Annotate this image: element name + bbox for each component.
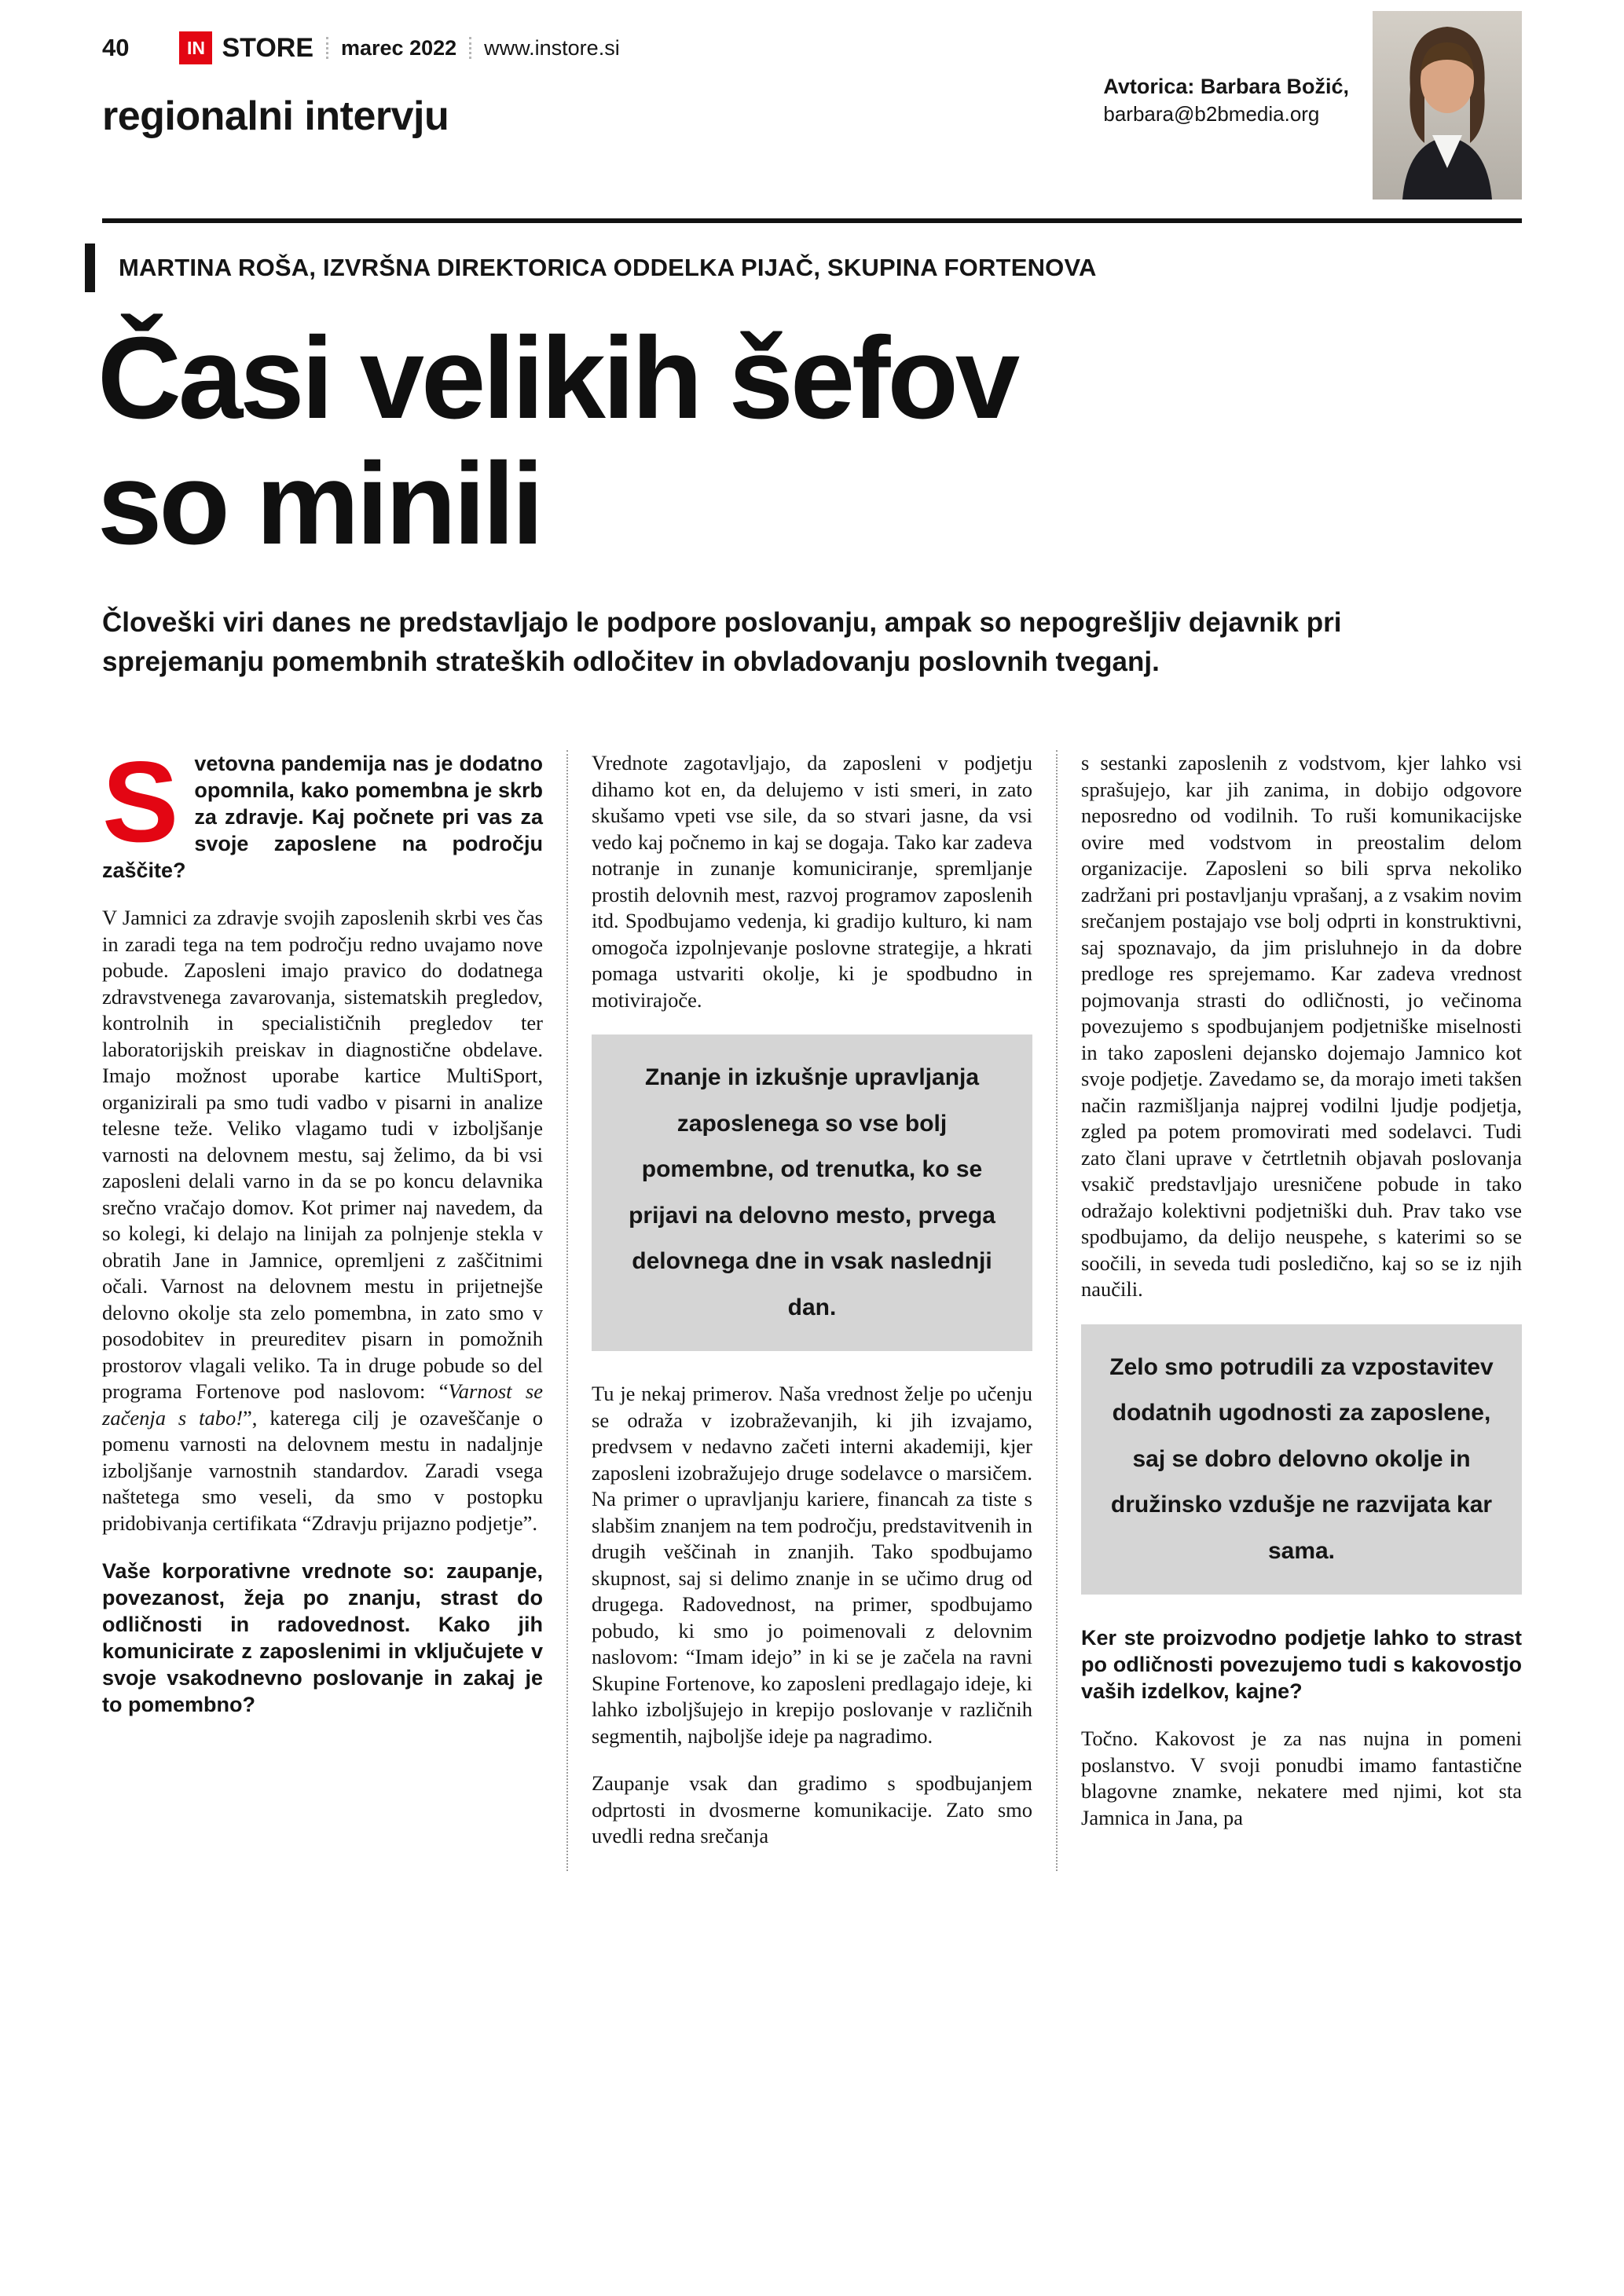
headline-line-2: so minili (97, 438, 541, 569)
kicker-text: MARTINA ROŠA, IZVRŠNA DIREKTORICA ODDELKA PIJAČ, SKUPINA FORTENOVA (119, 254, 1097, 281)
answer-paragraph (102, 905, 543, 1536)
author-name: Avtorica: Barbara Božić, (1103, 75, 1349, 98)
article-body (102, 738, 1522, 1871)
answer-paragraph: s sestanki zaposlenih z vodstvom, kjer lahko vsi sprašujejo, kar jih zanima, in dobijo odgovore neposredno od vodilnih. To ruši komunikacijske ovire med vodstvom in preostalim delom organizacije. Zaposleni so bili sprva nekoliko zadržani pri postavljanju vprašanj, a z vsakim novim srečanjem postajajo vse bolj odprti in konstruktivni, saj spoznavajo, da jim prisluhnejo in da dobre predloge res sprejemamo. Kar zadeva vrednost pojmovanja strasti do odličnosti, jo večinoma povezujemo s spodbujanjem podjetniške miselnosti in tako zaposleni dejansko dojemajo Jamnico kot svoje podjetje. Zavedamo se, da morajo imeti takšen način razmišljanja najprej vodilni ljudje podjetja, zgled pa potem promovirati med sodelavci. Tudi zato člani uprave v četrtletnih objavah poslovanja vsakič predstavljajo uresničene pobude in tako odražajo kolektivni podjetniški duh. Prav tako vse spodbujamo, da delijo neuspehe, s katerimi so se soočili, in seveda tudi posledično, kaj so se iz njih naučili. (1081, 751, 1522, 1302)
masthead-separator (469, 37, 471, 59)
answer-paragraph: Tu je nekaj primerov. Naša vrednost želje po učenju se odraža v izobraževanjih, ki jih izvajamo, predvsem v nedavno začeti interni akademiji, kjer zaposleni izobražujejo druge sodelavce o marsičem. Na primer o upravljanju kariere, financah za tiste s slabšim znanjem na tem področju, predstavitvenih in drugih veščinah in znanjih. Tako spodbujamo skupnost, saj si delimo znanje in se učimo drug od drugega. Radovednost, na primer, spodbujamo pobudo, ki smo jo poimenovali z delovnim naslovom: “Imam idejo” in ki se je začela na ravni Skupine Fortenove, ko zaposleni predlagajo ideje, ki lahko izboljšujejo in krepijo poslovanje v različnih segmentih, najboljše ideje pa nagradimo. (592, 1382, 1032, 1748)
instore-logo-wordmark: STORE (222, 32, 313, 63)
pull-quote: Znanje in izkušnje upravljanja zaposlenega so vse bolj pomembne, od trenutka, ko se prijavi na delovno mesto, prvega delovnega dne in vsak naslednji dan. (592, 1034, 1032, 1351)
question-text: vetovna pandemija nas je dodatno opomnila, kako pomembna je skrb za zdravje. Kaj počnete pri vas za svoje zaposlene na področju zaščite? (102, 752, 543, 883)
instore-logo-icon: IN (179, 31, 212, 64)
column-3 (1056, 750, 1522, 1871)
author-photo-image (1373, 11, 1522, 200)
page-number: 40 (102, 34, 130, 61)
masthead-row (102, 31, 620, 64)
article-headline (97, 313, 1522, 569)
paragraph-text: V Jamnici za zdravje svojih zaposlenih skrbi ves čas in zaradi tega na tem področju redno uvajamo nove pobude. Zaposleni imajo pravico do dodatnega zdravstvenega zavarovanja, sistematskih pregledov, kontrolnih in specialističnih pregledov ter laboratorijskih preiskav in diagnostične obdelave. Imajo možnost uporabe kartice MultiSport, organizirali pa smo tudi vadbo v pisarni in analize telesne teže. Veliko vlagamo tudi v izboljšanje varnosti na delovnem mestu, saj želimo, da bi vsi zaposleni delali varno in da se po koncu delavnika srečno vračajo domov. Kot primer naj navedem, da so kolegi, ki delajo na linijah za polnjenje stekla v obratih Jane in Jamnice, opremljeni z zaščitnimi očali. Varnost na delovnem mestu in prijetnejše delovno okolje sta zelo pomembna, in zato smo v posodobitev in preureditev pisarn in pomožnih prostorov vlagali veliko. Ta in druge pobude so del programa Fortenove pod naslovom: “ (102, 906, 543, 1404)
author-block (1103, 72, 1349, 129)
issue-date: marec 2022 (341, 35, 457, 60)
answer-paragraph: Zaupanje vsak dan gradimo s spodbujanjem odprtosti in dvosmerne komunikacije. Zato smo uvedli redna srečanja (592, 1771, 1032, 1848)
pull-quote: Zelo smo potrudili za vzpostavitev dodatnih ugodnosti za zaposlene, saj se dobro delovno okolje in družinsko vzdušje ne razvijata kar sama. (1081, 1324, 1522, 1595)
answer-paragraph: Točno. Kakovost je za nas nujna in pomeni poslanstvo. V svoji ponudbi imamo fantastične blagovne znamke, nekatere med njimi, kot sta Jamnica in Jana, pa (1081, 1727, 1522, 1829)
answer-paragraph: Vrednote zagotavljajo, da zaposleni v podjetju dihamo kot en, da delujemo v isti smeri, in zato skušamo vpeti vse sile, da so stvari jasne, da vsi vedo kaj počnemo in kaj se dogaja. Tako kar zadeva notranje in zunanje komuniciranje, spremljanje prostih delovnih mest, razvoj programov zaposlenih itd. Spodbujamo vedenja, ki gradijo kulturo, ki nam omogoča izpolnjevanje poslovne strategije, a hkrati pomaga ustvariti okolje, ki je spodbudno in motivirajoče. (592, 751, 1032, 1012)
header-rule (102, 218, 1522, 223)
page-header (102, 0, 1522, 200)
interview-question: Vaše korporativne vrednote so: zaupanje, povezanost, žeja po znanju, strast do odličnosti in radovednost. Kako jih komunicirate z zaposlenimi in vključujete v svoje vsakodnevno poslovanje in zakaj je to pomembno? (102, 1559, 543, 1717)
author-photo (1373, 11, 1522, 200)
interview-question: Ker ste proizvodno podjetje lahko to strast po odličnosti povezujemo tudi s kakovostjo vaših izdelkov, kajne? (1081, 1626, 1522, 1704)
column-1 (102, 738, 566, 1871)
column-2 (566, 750, 1056, 1871)
website-url: www.instore.si (484, 35, 620, 60)
paragraph-text: ”, katerega cilj je ozaveščanje o pomenu varnosti na delovnem mestu in nadaljnje izboljšanje varnostnih standardov. Zaradi vsega naštetega smo veseli, da smo v postopku pridobivanja certifikata “Zdravju prijazno podjetje”. (102, 1405, 543, 1535)
section-title: regionalni intervju (102, 93, 449, 139)
article-lead: Človeški viri danes ne predstavljajo le podpore poslovanju, ampak so nepogrešljiv dejavnik pri sprejemanju pomembnih strateških odločitev in obvladovanju poslovnih tveganj. (102, 606, 1342, 678)
kicker-accent-bar (85, 244, 95, 292)
program-title: Varnost se začenja s tabo! (102, 1379, 543, 1430)
interview-question (102, 738, 543, 884)
dropcap: S (102, 738, 179, 866)
header-left (102, 11, 620, 140)
instore-logo (179, 31, 619, 64)
kicker (102, 244, 1522, 292)
header-right (1103, 11, 1522, 200)
masthead-separator (326, 37, 328, 59)
headline-line-1: Časi velikih šefov (97, 313, 1017, 443)
author-email: barbara@b2bmedia.org (1103, 102, 1320, 126)
